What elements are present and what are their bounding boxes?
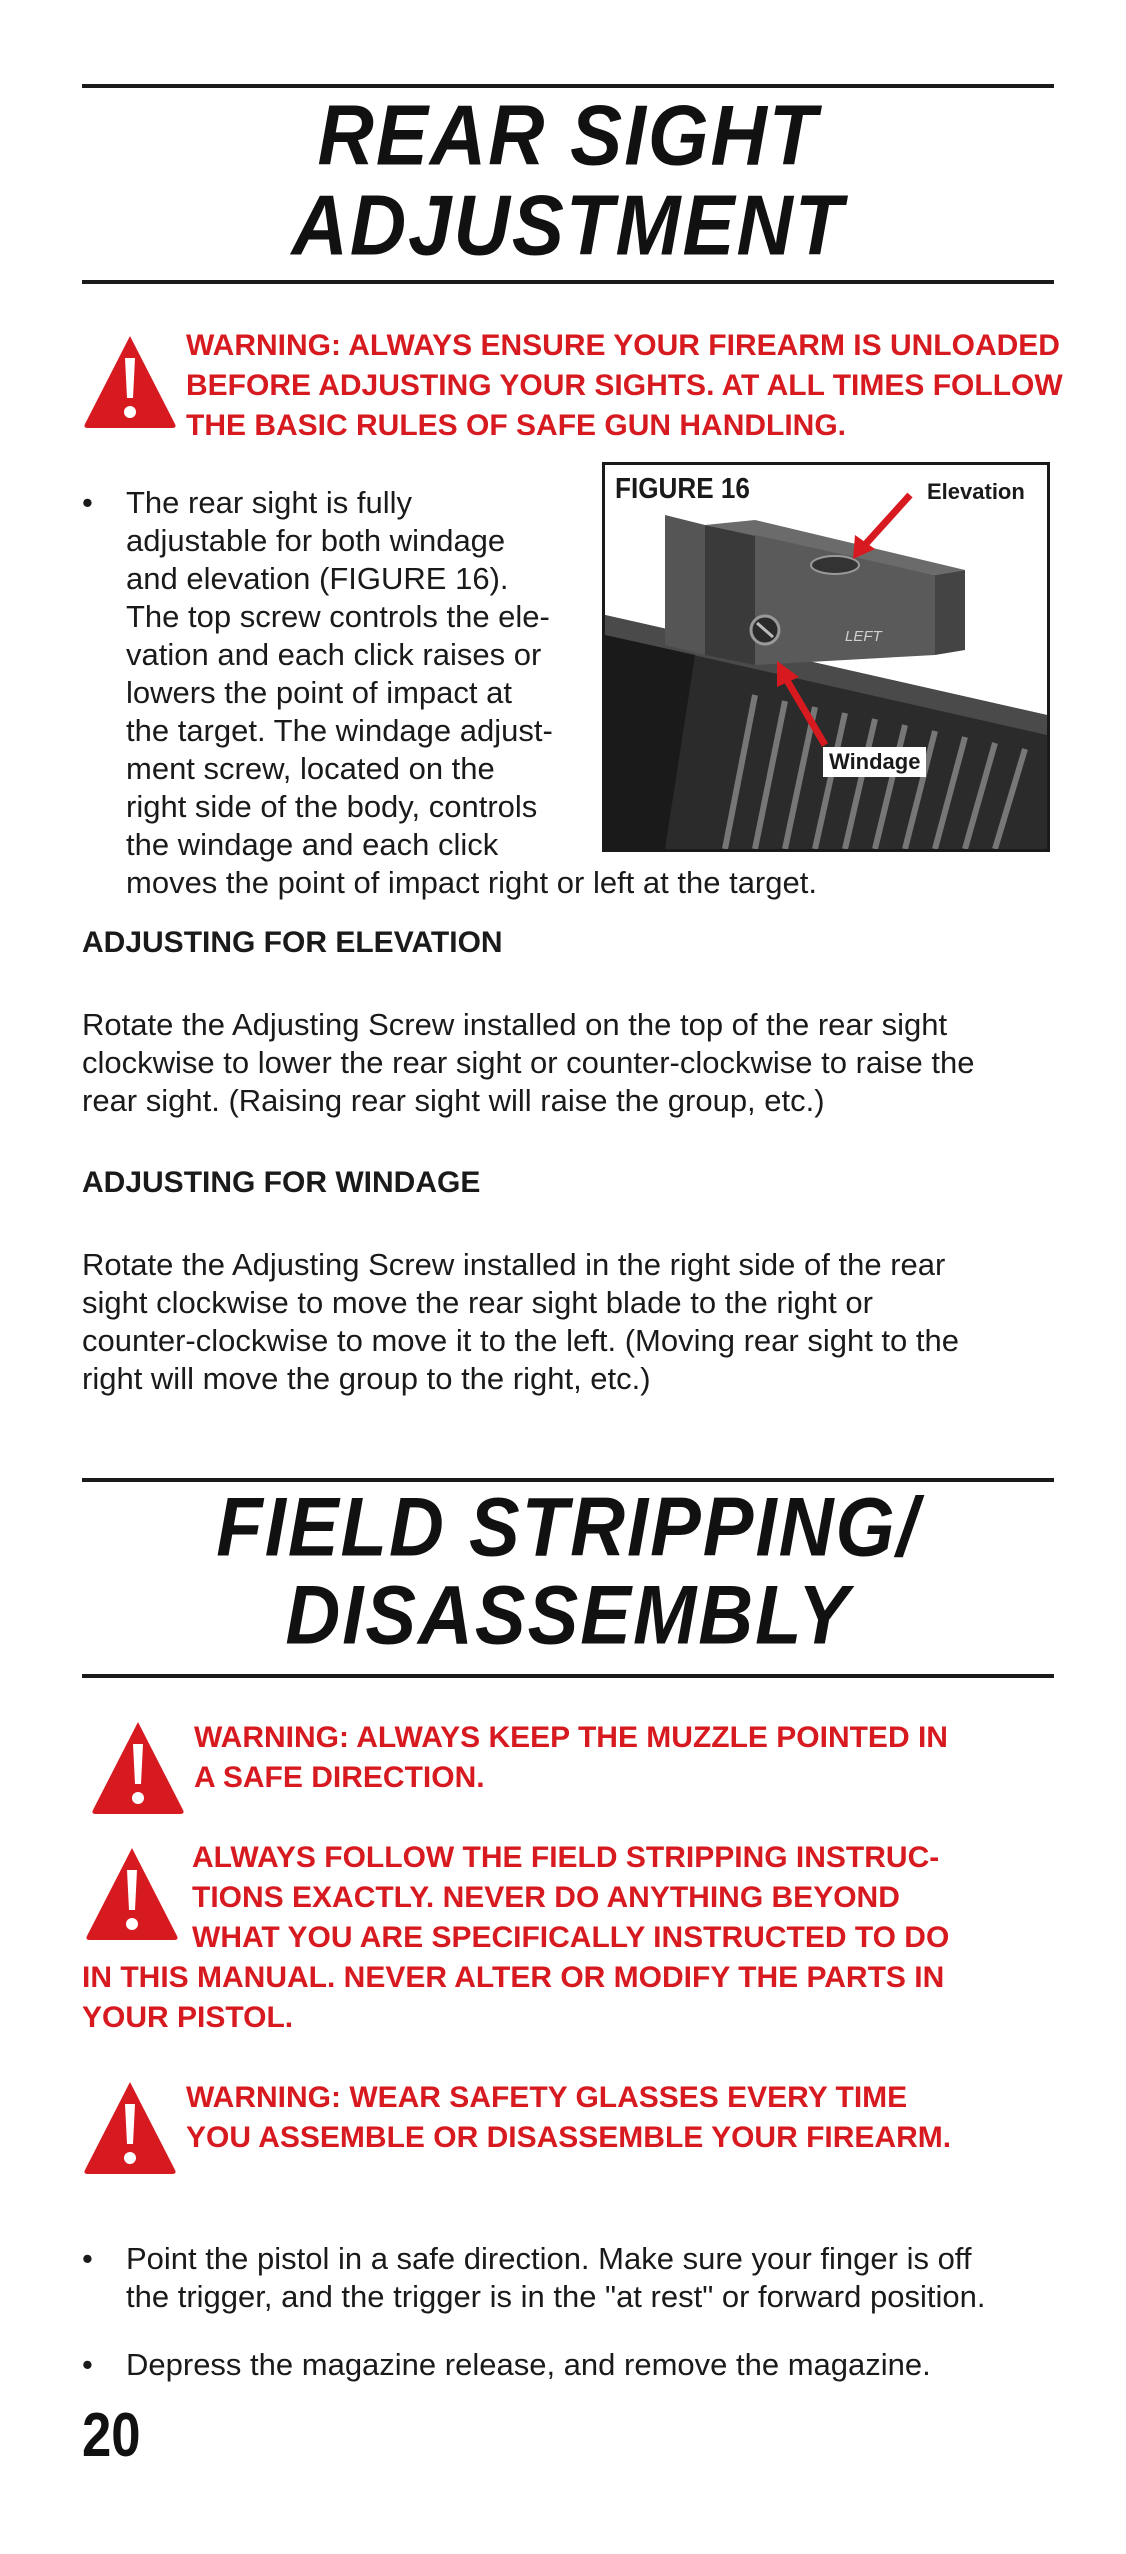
bullet-line: the windage and each click [126, 827, 499, 862]
paragraph-line: rear sight. (Raising rear sight will raise the group, etc.) [82, 1083, 825, 1118]
section-title-rear-sight [82, 86, 1054, 274]
bullet-line: right side of the body, controls [126, 789, 538, 824]
warning-line: TIONS EXACTLY. NEVER DO ANYTHING BEYOND [192, 1881, 900, 1914]
bullet-line: Point the pistol in a safe direction. Make sure your finger is off [126, 2241, 972, 2276]
warning-line: WARNING: ALWAYS ENSURE YOUR FIREARM IS UNLOADED [186, 329, 1060, 362]
page-number: 20 [82, 2401, 141, 2470]
warning-line: THE BASIC RULES OF SAFE GUN HANDLING. [186, 409, 847, 442]
bullet-line: and elevation (FIGURE 16). [126, 561, 509, 596]
warning-triangle-icon [90, 1718, 186, 1816]
warning-line: WARNING: WEAR SAFETY GLASSES EVERY TIME [186, 2081, 908, 2114]
paragraph-line: right will move the group to the right, etc.) [82, 1361, 651, 1396]
bullet-line: the target. The windage adjust- [126, 713, 553, 748]
engraving-text: LEFT [845, 628, 882, 645]
warning-line: WHAT YOU ARE SPECIFICALLY INSTRUCTED TO DO [192, 1921, 950, 1954]
bullet-line: adjustable for both windage [126, 523, 506, 558]
bullet-line: the trigger, and the trigger is in the "at rest" or forward position. [126, 2279, 986, 2314]
manual-page [82, 0, 1063, 2554]
warning-line: A SAFE DIRECTION. [194, 1761, 485, 1794]
title-line: FIELD STRIPPING/ [216, 1480, 920, 1575]
title-line: ADJUSTMENT [291, 176, 845, 274]
paragraph-line: Rotate the Adjusting Screw installed on the top of the rear sight [82, 1007, 948, 1042]
warning-line: IN THIS MANUAL. NEVER ALTER OR MODIFY THE PARTS IN [82, 1961, 945, 1994]
bullet-line: The top screw controls the ele- [126, 599, 550, 634]
bullet-dot: • [82, 485, 93, 520]
bullet-dot: • [82, 2347, 93, 2382]
warning-triangle-icon [82, 2078, 178, 2176]
warning-line: ALWAYS FOLLOW THE FIELD STRIPPING INSTRUC- [192, 1841, 940, 1874]
bullet-line: vation and each click raises or [126, 637, 542, 672]
warning-line: BEFORE ADJUSTING YOUR SIGHTS. AT ALL TIMES FOLLOW [186, 369, 1063, 402]
elevation-label: Elevation [923, 479, 1029, 505]
bullet-line: Depress the magazine release, and remove the magazine. [126, 2347, 931, 2382]
bullet-line: ment screw, located on the [126, 751, 495, 786]
bullet-dot: • [82, 2241, 93, 2276]
title-bottom-rule [82, 280, 1054, 284]
paragraph-line: sight clockwise to move the rear sight blade to the right or [82, 1285, 873, 1320]
warning-line: YOUR PISTOL. [82, 2001, 294, 2034]
windage-heading: ADJUSTING FOR WINDAGE [82, 1166, 481, 1199]
paragraph-line: clockwise to lower the rear sight or counter-clockwise to raise the [82, 1045, 975, 1080]
windage-label: Windage [823, 747, 926, 777]
warning-triangle-icon [84, 1844, 180, 1942]
elevation-paragraph [82, 1006, 974, 1120]
warning-triangle-icon [82, 332, 178, 430]
title-line: REAR SIGHT [317, 86, 819, 184]
section2-bottom-rule [82, 1674, 1054, 1678]
paragraph-line: Rotate the Adjusting Screw installed in the right side of the rear [82, 1247, 946, 1282]
bullet-line: The rear sight is fully [126, 485, 412, 520]
bullet-line: lowers the point of impact at [126, 675, 512, 710]
section-title-field-stripping [82, 1480, 1054, 1663]
figure-16 [602, 462, 1050, 852]
elevation-heading: ADJUSTING FOR ELEVATION [82, 926, 503, 959]
paragraph-line: counter-clockwise to move it to the left. (Moving rear sight to the [82, 1323, 959, 1358]
rear-sight-photo [605, 465, 1047, 849]
windage-paragraph [82, 1246, 959, 1398]
warning-line: WARNING: ALWAYS KEEP THE MUZZLE POINTED IN [194, 1721, 948, 1754]
bullet-line: moves the point of impact right or left at the target. [126, 865, 817, 900]
warning-line: YOU ASSEMBLE OR DISASSEMBLE YOUR FIREARM. [186, 2121, 952, 2154]
figure-title: FIGURE 16 [615, 473, 750, 505]
title-line: DISASSEMBLY [285, 1568, 851, 1663]
